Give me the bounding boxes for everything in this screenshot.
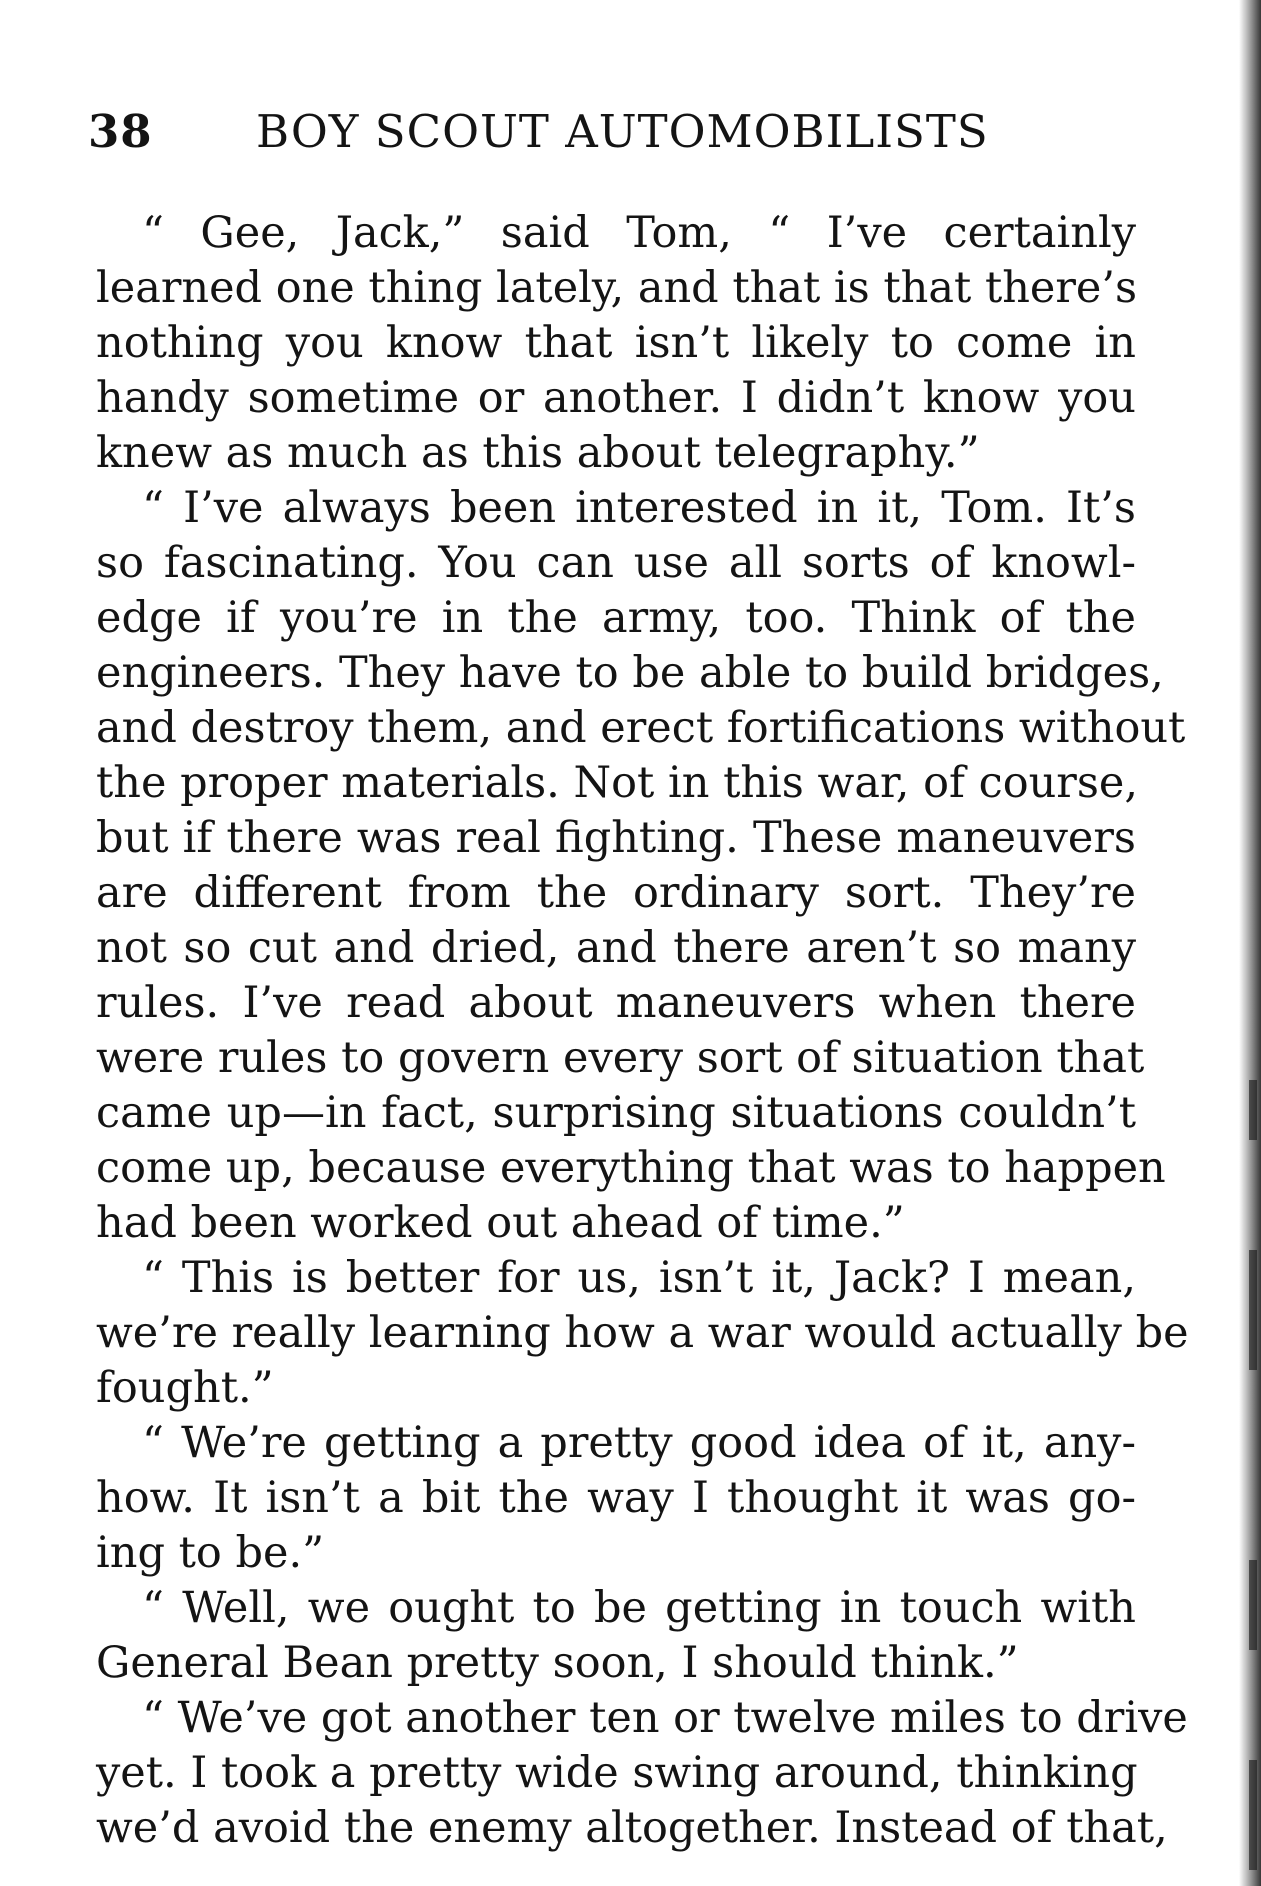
text-line: “ I’ve always been interested in it, Tom. It’s [142, 483, 1136, 533]
page-number: 38 [88, 105, 153, 158]
text-line: yet. I took a pretty wide swing around, thinking [96, 1748, 1138, 1798]
spine-speckle [1249, 1080, 1257, 1140]
text-line: but if there was real fighting. These maneuvers [96, 813, 1136, 863]
text-line: “ Gee, Jack,” said Tom, “ I’ve certainly [142, 208, 1136, 258]
text-line: so fascinating. You can use all sorts of knowl- [96, 538, 1136, 588]
text-line: how. It isn’t a bit the way I thought it was go- [96, 1473, 1136, 1523]
text-line: we’d avoid the enemy altogether. Instead of that, [96, 1803, 1168, 1853]
text-line: ing to be.” [96, 1528, 325, 1578]
text-line: fought.” [96, 1363, 274, 1413]
spine-speckle [1249, 1760, 1257, 1870]
text-line: General Bean pretty soon, I should think.” [96, 1638, 1019, 1688]
text-line: knew as much as this about telegraphy.” [96, 428, 980, 478]
text-line: came up—in fact, surprising situations couldn’t [96, 1088, 1136, 1138]
text-line: edge if you’re in the army, too. Think of the [96, 593, 1136, 643]
text-line: rules. I’ve read about maneuvers when there [96, 978, 1136, 1028]
body-text [96, 206, 1189, 1856]
text-line: are different from the ordinary sort. They’re [96, 868, 1136, 918]
text-line: and destroy them, and erect fortifications without [96, 703, 1186, 753]
text-line: “ We’re getting a pretty good idea of it, any- [142, 1418, 1136, 1468]
text-line: engineers. They have to be able to build bridges, [96, 648, 1164, 698]
text-line: the proper materials. Not in this war, of course, [96, 758, 1139, 808]
text-line: “ We’ve got another ten or twelve miles to drive [142, 1693, 1188, 1743]
running-head: BOY SCOUT AUTOMOBILISTS [256, 105, 989, 158]
spine-speckle [1249, 1560, 1257, 1650]
page-header [88, 102, 1138, 162]
text-line: had been worked out ahead of time.” [96, 1198, 905, 1248]
text-line: were rules to govern every sort of situation that [96, 1033, 1145, 1083]
text-line: we’re really learning how a war would actually be [96, 1308, 1189, 1358]
text-line: “ Well, we ought to be getting in touch with [142, 1583, 1136, 1633]
text-line: learned one thing lately, and that is that there’s [96, 263, 1138, 313]
text-line: “ This is better for us, isn’t it, Jack? I mean, [142, 1253, 1136, 1303]
spine-speckle [1249, 1250, 1257, 1370]
text-line: handy sometime or another. I didn’t know you [96, 373, 1136, 423]
text-line: come up, because everything that was to happen [96, 1143, 1166, 1193]
text-line: not so cut and dried, and there aren’t so many [96, 923, 1136, 973]
text-line: nothing you know that isn’t likely to come in [96, 318, 1136, 368]
